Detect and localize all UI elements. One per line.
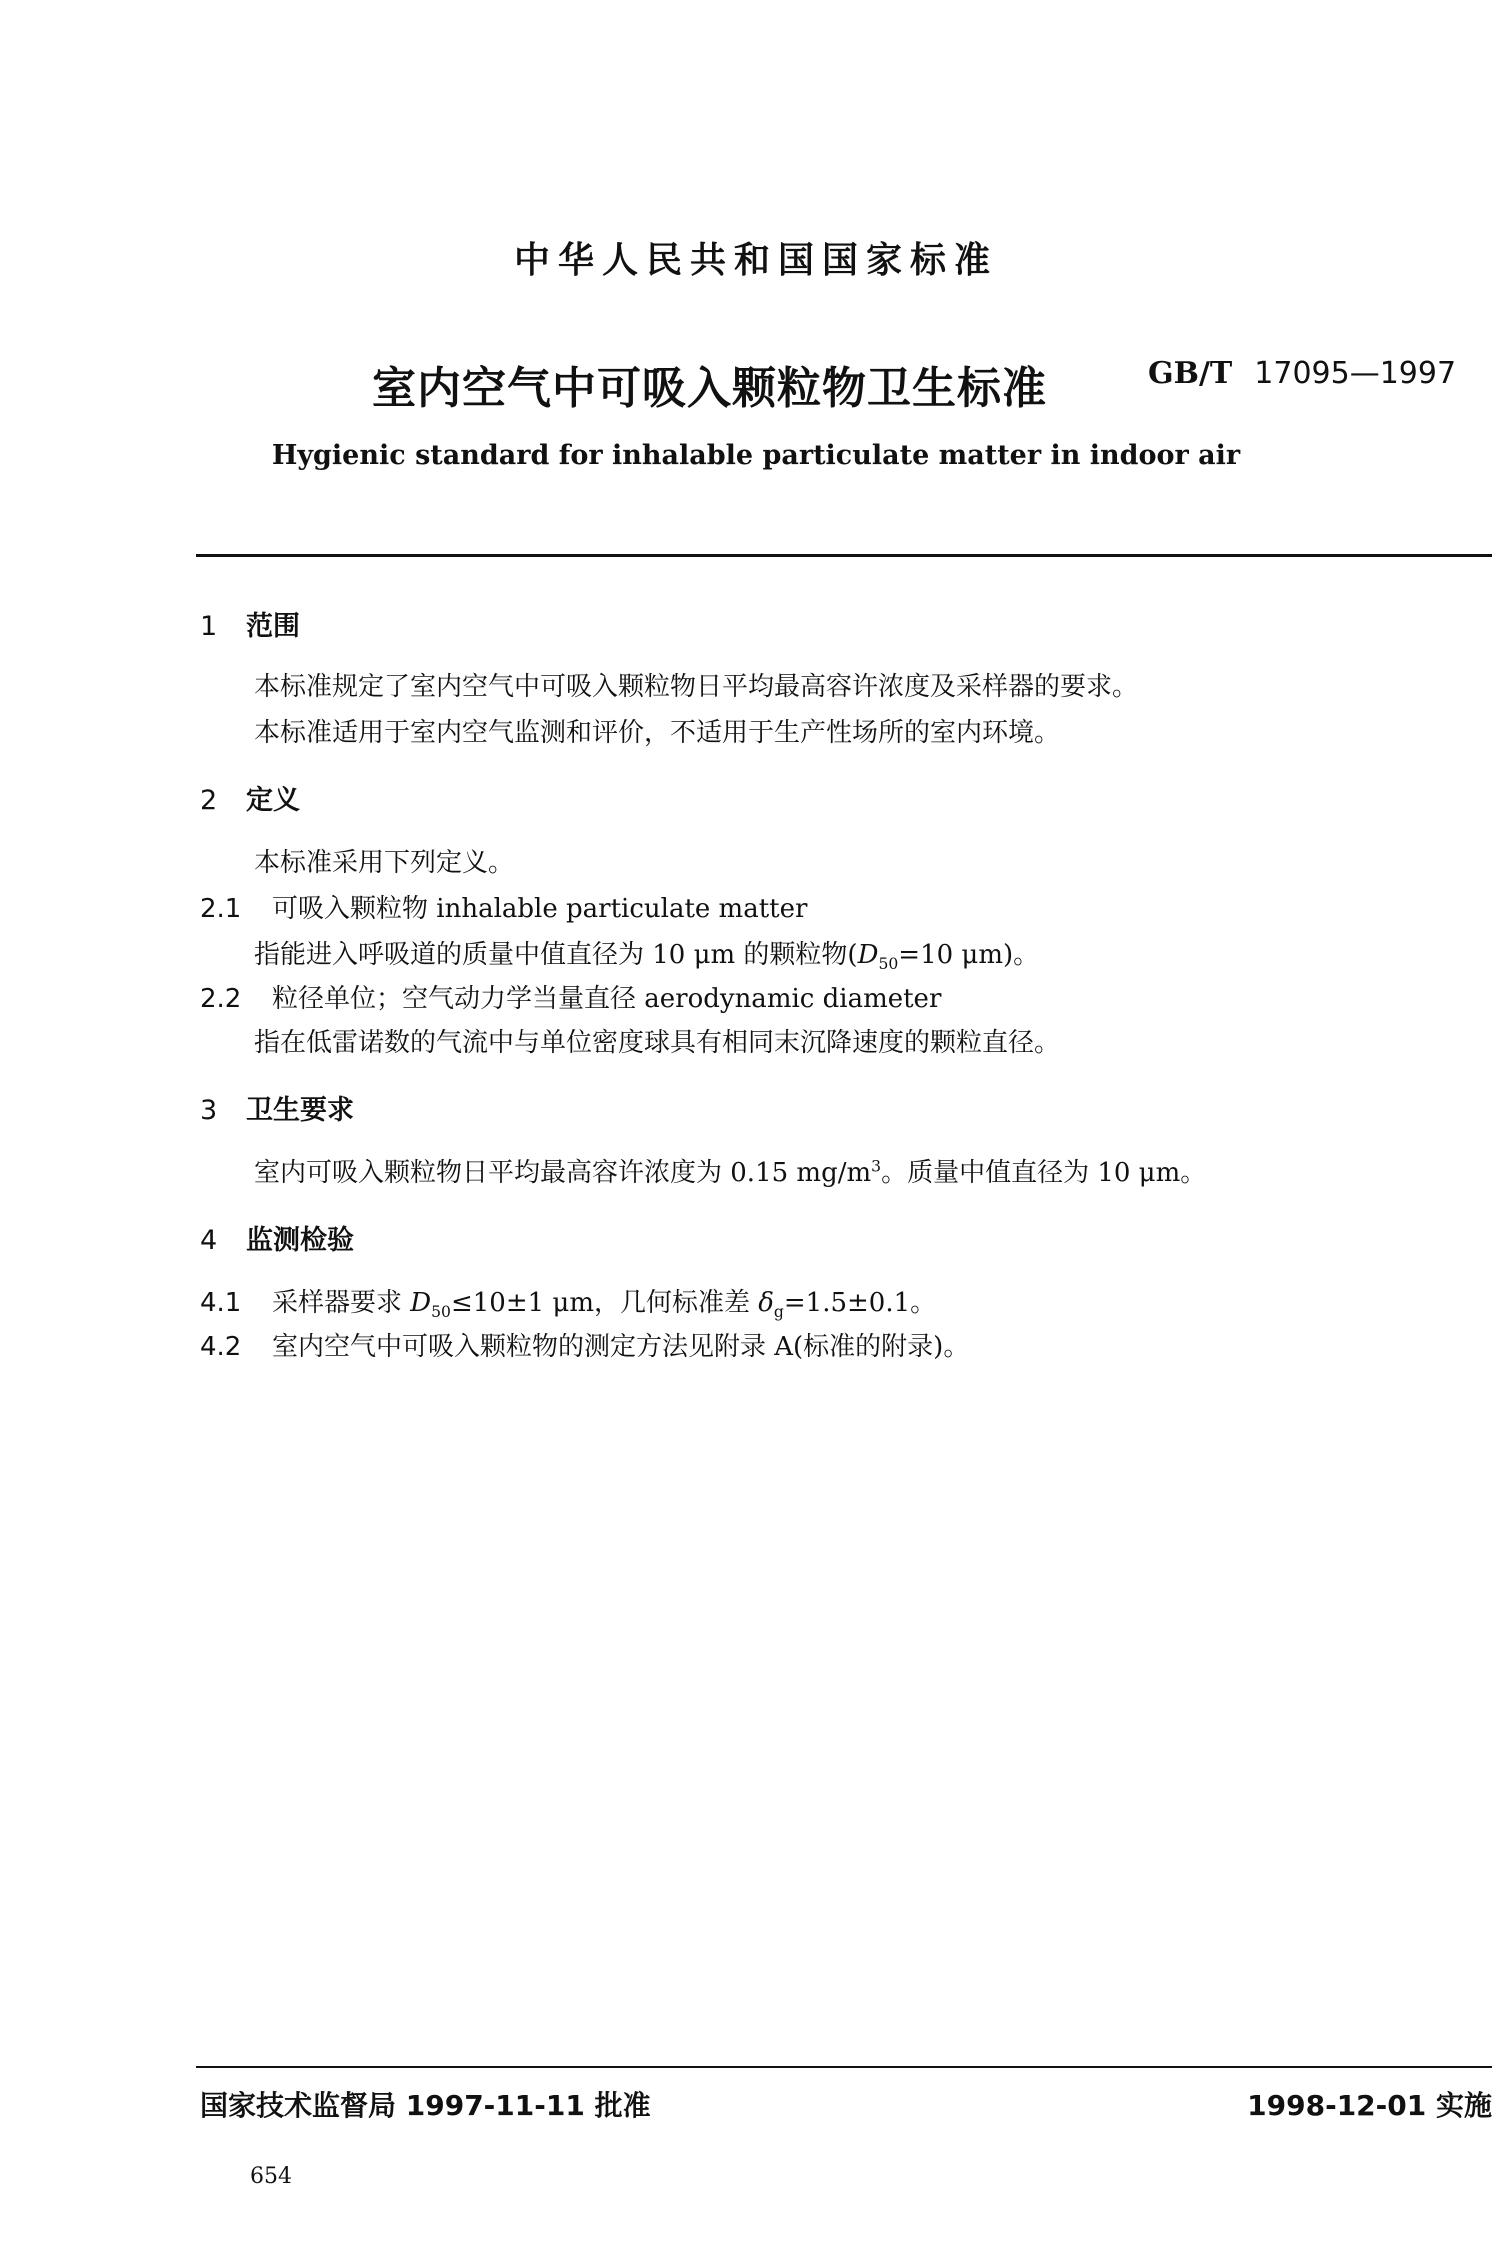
approval-statement: 国家技术监督局 1997-11-11 批准 — [200, 2089, 651, 2122]
section-2-paragraph-1: 本标准采用下列定义。 — [254, 848, 515, 878]
header-divider — [196, 554, 1492, 557]
subscript-g: g — [773, 1303, 784, 1322]
item-number: 2.2 — [200, 984, 242, 1014]
national-standard-heading: 中华人民共和国国家标准 — [513, 240, 998, 281]
item-title: 粒径单位；空气动力学当量直径 aerodynamic diameter — [272, 984, 942, 1014]
standard-code: GB/T — [1148, 356, 1233, 391]
section-3-heading — [200, 1088, 354, 1127]
description-text: 指能进入呼吸道的质量中值直径为 10 μm 的颗粒物( — [254, 940, 858, 970]
definition-2-2 — [200, 978, 941, 1015]
footer-divider — [196, 2066, 1492, 2068]
section-title: 范围 — [246, 611, 300, 642]
item-4-2 — [200, 1326, 969, 1363]
section-3-paragraph — [254, 1152, 1206, 1189]
section-number: 1 — [200, 611, 218, 642]
section-number: 4 — [200, 1225, 218, 1256]
document-title-cn: 室内空气中可吸入颗粒物卫生标准 — [372, 363, 1047, 414]
effective-date: 1998-12-01 实施 — [1247, 2089, 1492, 2122]
item-number: 2.1 — [200, 894, 242, 924]
item-number: 4.1 — [200, 1288, 242, 1318]
section-number: 2 — [200, 785, 218, 816]
section-1-paragraph-1: 本标准规定了室内空气中可吸入颗粒物日平均最高容许浓度及采样器的要求。 — [254, 672, 1139, 702]
requirement-text-end: 。质量中值直径为 10 μm。 — [881, 1158, 1207, 1188]
section-4-heading — [200, 1218, 354, 1257]
item-text-end: =1.5±0.1。 — [783, 1288, 937, 1318]
definition-2-2-description: 指在低雷诺数的气流中与单位密度球具有相同末沉降速度的颗粒直径。 — [254, 1028, 1061, 1058]
page-number: 654 — [250, 2164, 292, 2189]
superscript-3: 3 — [871, 1157, 882, 1176]
subscript-50: 50 — [878, 955, 899, 974]
definition-2-1 — [200, 888, 807, 925]
standard-number — [1148, 356, 1456, 391]
item-text-mid: ≤10±1 μm，几何标准差 — [450, 1288, 759, 1318]
section-2-heading — [200, 778, 300, 817]
symbol-delta: δ — [758, 1288, 774, 1318]
item-4-1 — [200, 1282, 936, 1321]
item-text: 室内空气中可吸入颗粒物的测定方法见附录 A(标准的附录)。 — [272, 1332, 970, 1362]
item-title: 可吸入颗粒物 inhalable particulate matter — [272, 894, 808, 924]
item-number: 4.2 — [200, 1332, 242, 1362]
description-text-end: =10 μm)。 — [898, 940, 1040, 970]
symbol-d: D — [857, 940, 879, 970]
section-title: 监测检验 — [246, 1225, 354, 1256]
section-title: 卫生要求 — [246, 1095, 354, 1126]
section-title: 定义 — [246, 785, 300, 816]
section-1-heading — [200, 604, 300, 643]
item-text: 采样器要求 — [272, 1288, 411, 1318]
requirement-text: 室内可吸入颗粒物日平均最高容许浓度为 0.15 mg/m — [254, 1158, 872, 1188]
section-number: 3 — [200, 1095, 218, 1126]
document-title-en: Hygienic standard for inhalable particulate matter in indoor air — [271, 440, 1241, 471]
standard-year-number: 17095—1997 — [1254, 356, 1457, 391]
subscript-50: 50 — [431, 1303, 451, 1322]
symbol-d: D — [410, 1288, 432, 1318]
section-1-paragraph-2: 本标准适用于室内空气监测和评价，不适用于生产性场所的室内环境。 — [254, 718, 1061, 748]
definition-2-1-description — [254, 934, 1039, 973]
